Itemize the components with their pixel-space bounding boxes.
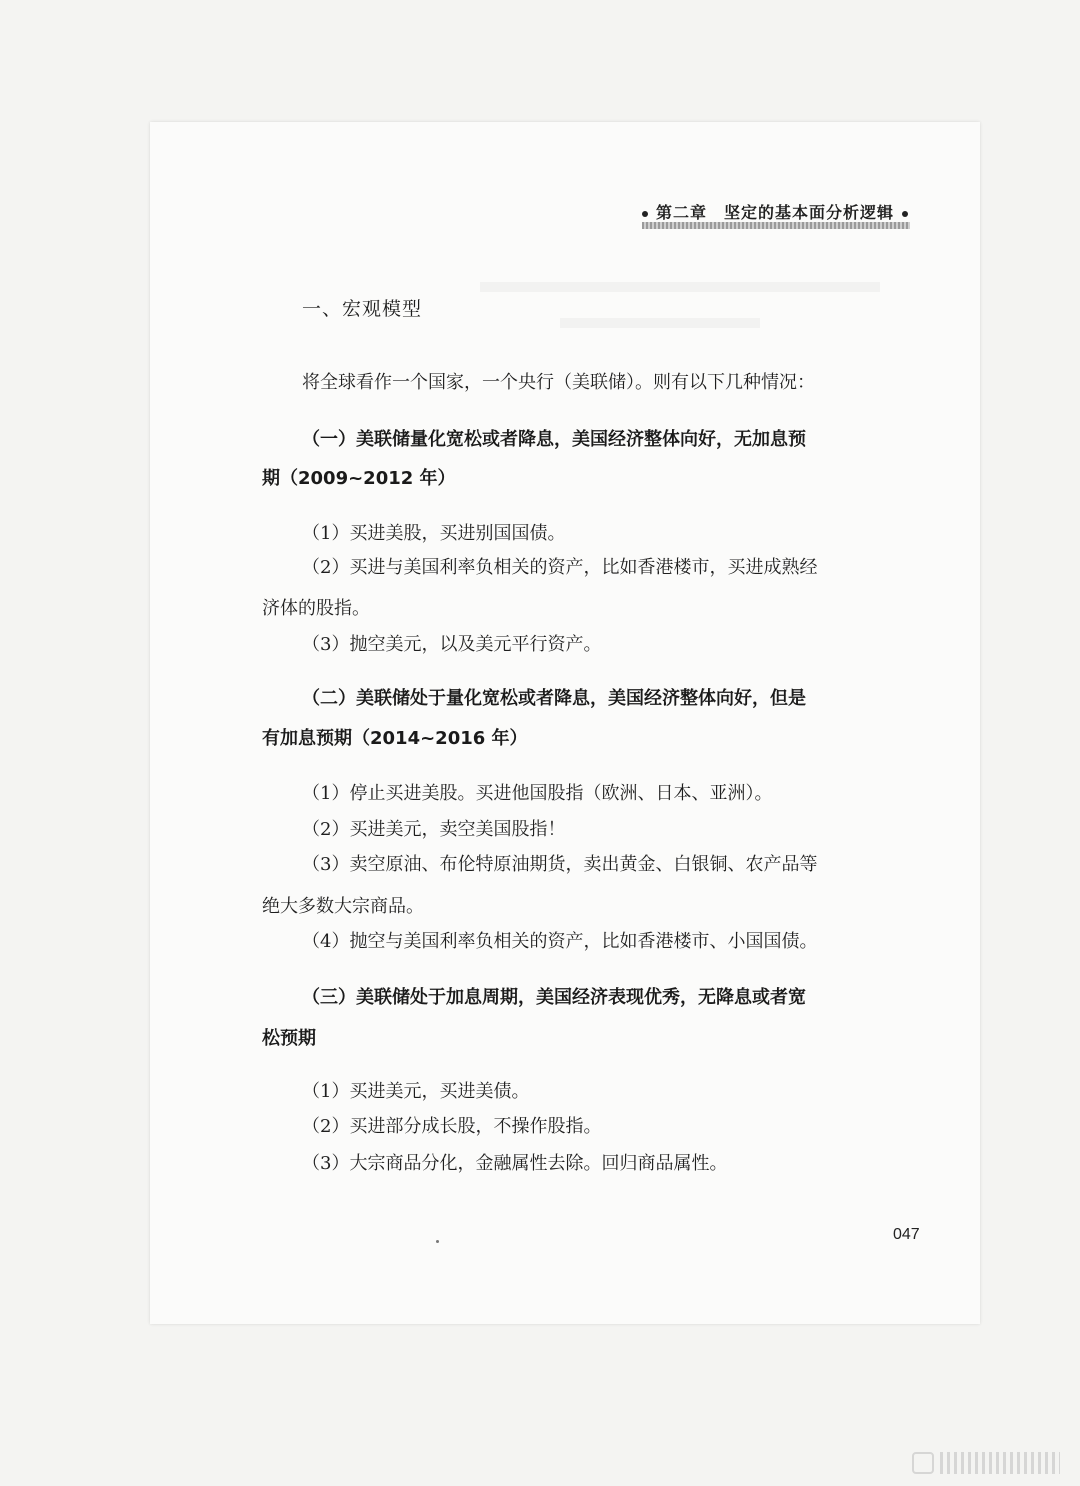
scenario-1-item-2-line-1: （2）买进与美国利率负相关的资产，比如香港楼市，买进成熟经 [302, 557, 818, 578]
scenario-2-item-1: （1）停止买进美股。买进他国股指（欧洲、日本、亚洲）。 [302, 783, 773, 804]
scenario-2-item-4: （4）抛空与美国利率负相关的资产，比如香港楼市、小国国债。 [302, 931, 818, 952]
watermark-barcode [940, 1452, 1060, 1474]
scenario-1-item-1: （1）买进美股，买进别国国债。 [302, 523, 566, 544]
header-rule [642, 222, 910, 229]
bleed-through-2 [560, 318, 760, 328]
scenario-3-item-2: （2）买进部分成长股，不操作股指。 [302, 1116, 602, 1137]
scenario-1-item-2-line-2: 济体的股指。 [262, 598, 370, 619]
scenario-2-title-line-1: （二）美联储处于量化宽松或者降息，美国经济整体向好，但是 [302, 688, 806, 709]
scenario-1-item-3: （3）抛空美元，以及美元平行资产。 [302, 634, 602, 655]
watermark-icon [912, 1452, 934, 1474]
scenario-3-title-line-2: 松预期 [262, 1028, 316, 1049]
scenario-3-item-3: （3）大宗商品分化，金融属性去除。回归商品属性。 [302, 1153, 728, 1174]
running-header [638, 200, 916, 240]
book-page [150, 122, 980, 1324]
chapter-title: 第二章 坚定的基本面分析逻辑 [655, 203, 894, 222]
bleed-through-1 [480, 282, 880, 292]
scan-speck [436, 1240, 439, 1243]
section-title: 一、宏观模型 [302, 298, 423, 320]
scenario-3-title-line-1: （三）美联储处于加息周期，美国经济表现优秀，无降息或者宽 [302, 987, 806, 1008]
scenario-1-title-line-1: （一）美联储量化宽松或者降息，美国经济整体向好，无加息预 [302, 429, 806, 450]
scenario-2-item-3-line-1: （3）卖空原油、布伦特原油期货，卖出黄金、白银铜、农产品等 [302, 854, 818, 875]
scenario-3-item-1: （1）买进美元，买进美债。 [302, 1081, 530, 1102]
scenario-2-title-line-2: 有加息预期（2014~2016 年） [262, 728, 528, 749]
scenario-2-item-2: （2）买进美元，卖空美国股指！ [302, 819, 566, 840]
intro-paragraph: 将全球看作一个国家，一个央行（美联储）。则有以下几种情况： [302, 372, 815, 393]
scenario-2-item-3-line-2: 绝大多数大宗商品。 [262, 896, 424, 917]
scenario-1-title-line-2: 期（2009~2012 年） [262, 468, 456, 489]
bullet-dot-left [642, 211, 648, 217]
page-number: 047 [893, 1226, 920, 1243]
bullet-dot-right [902, 211, 908, 217]
